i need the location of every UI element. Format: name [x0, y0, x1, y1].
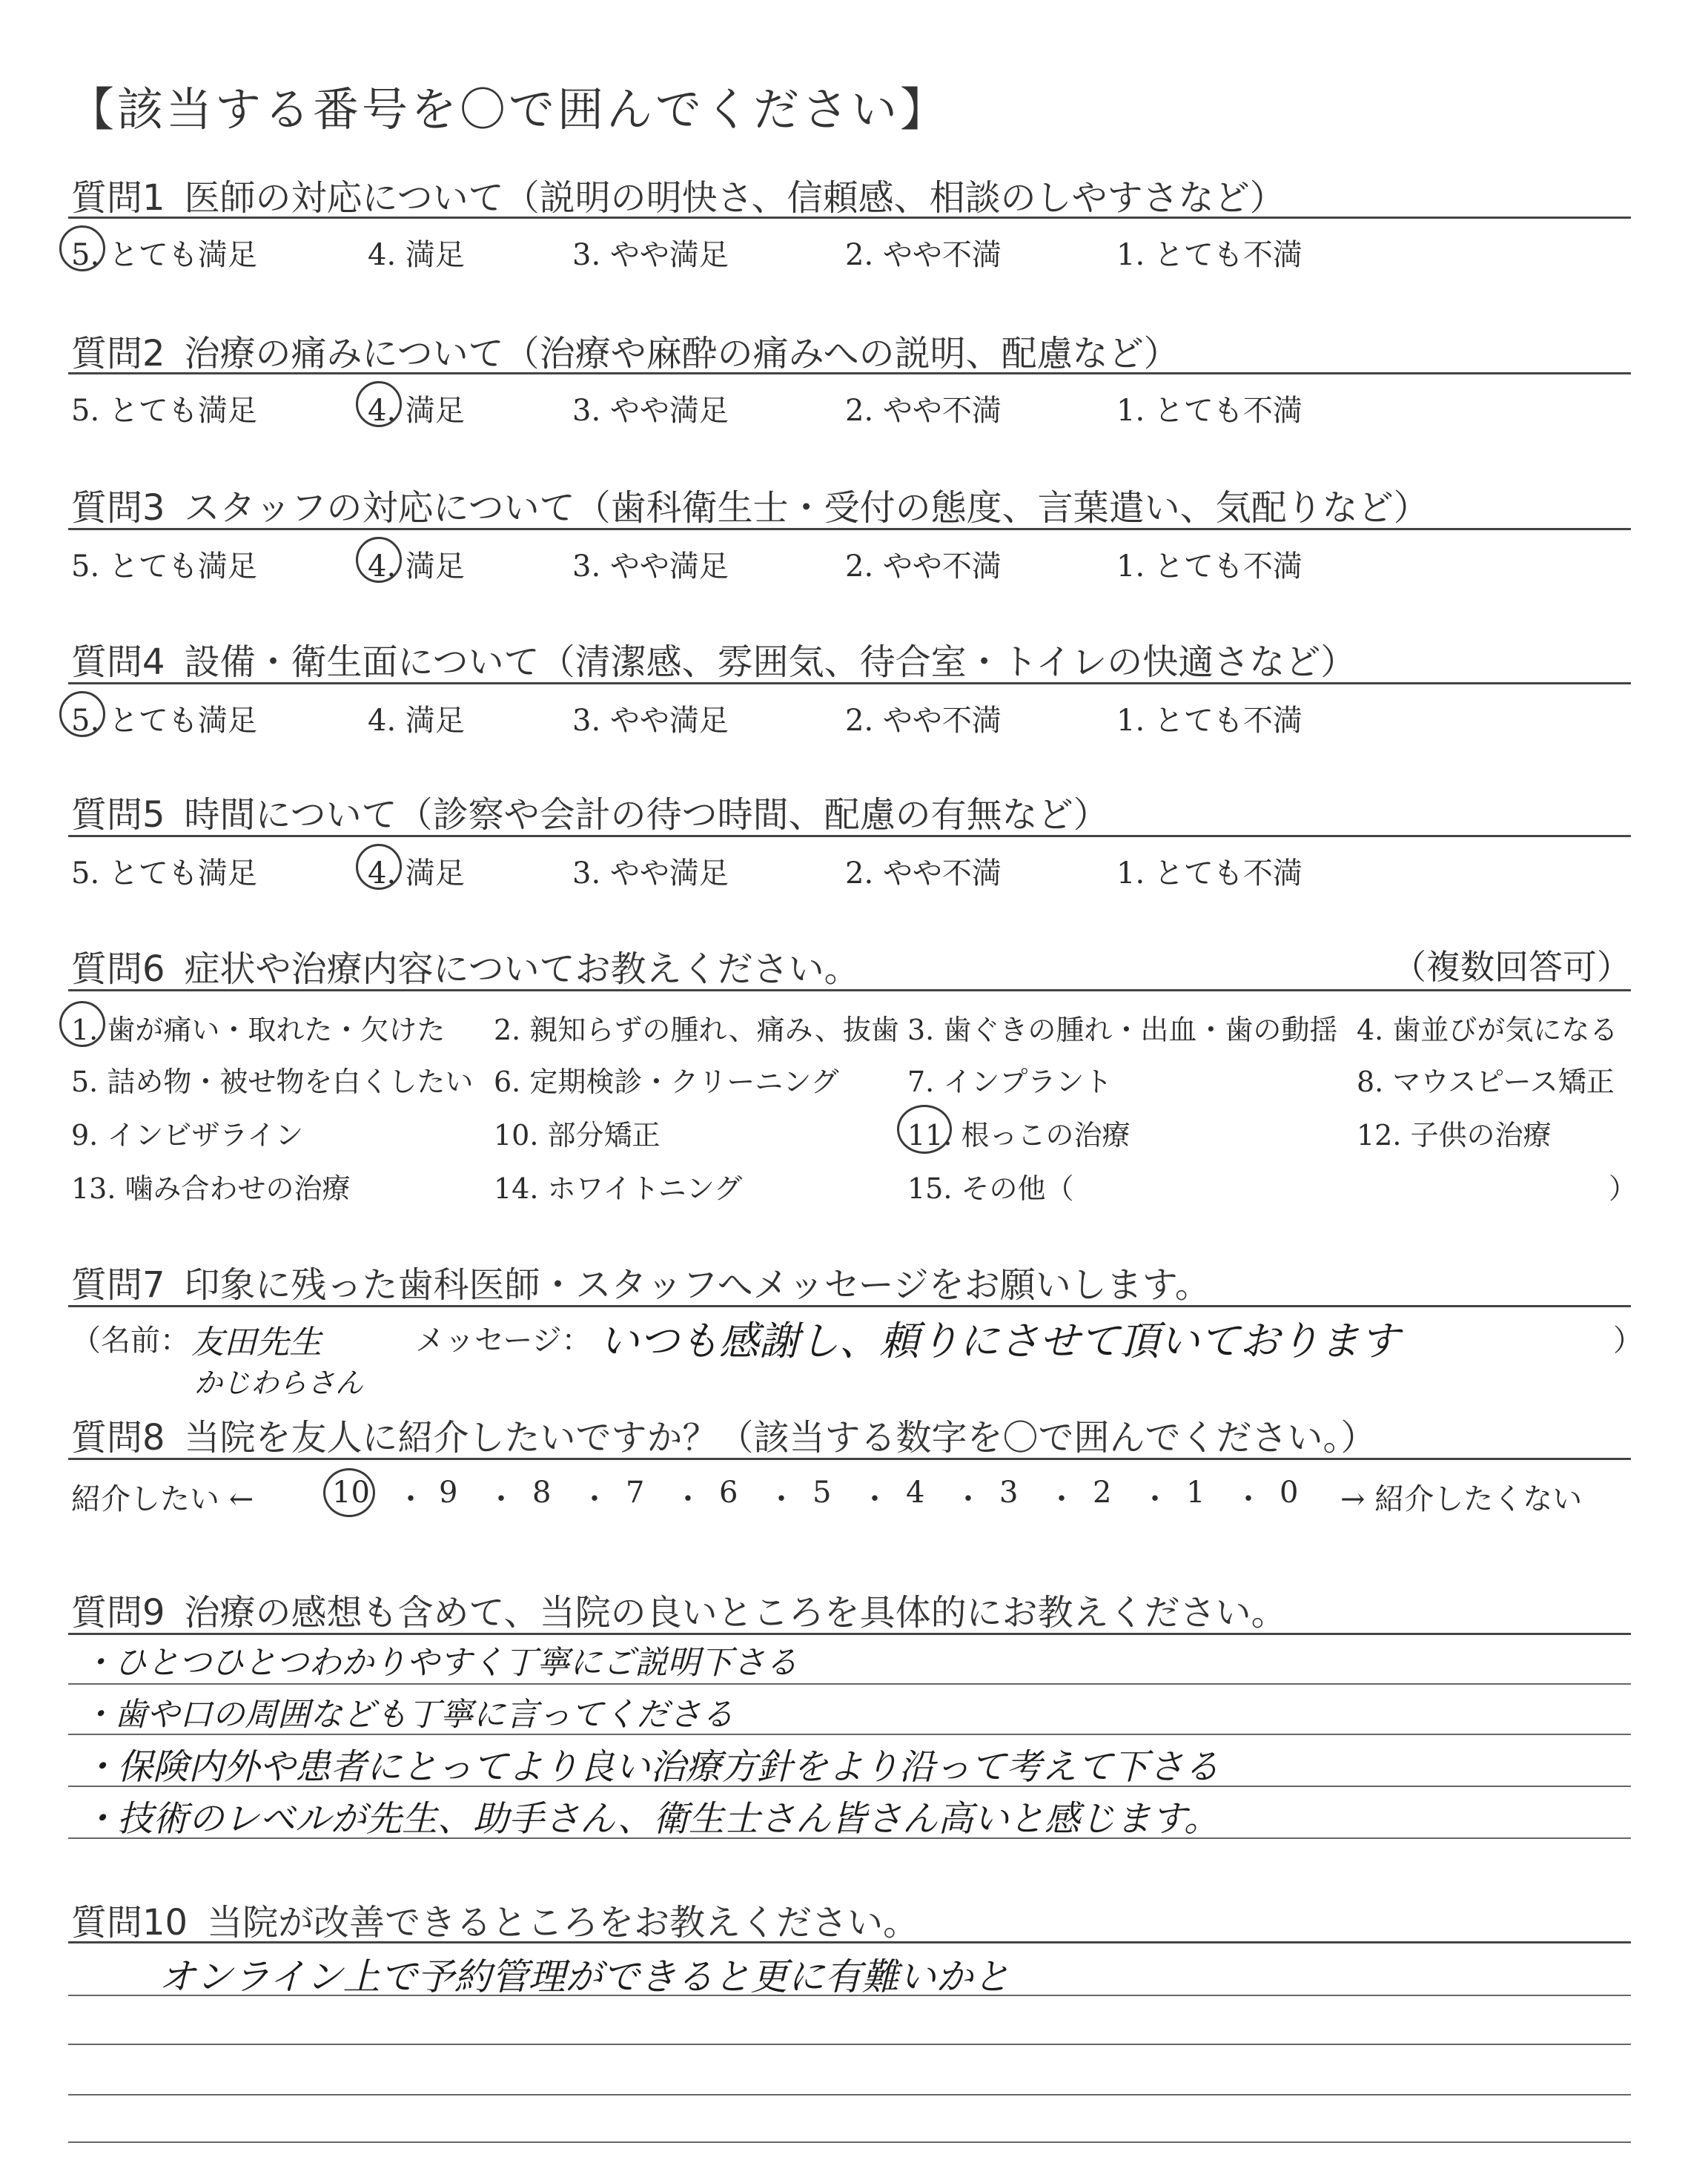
scale-2[interactable]: 2 [1093, 1476, 1112, 1510]
question-1 [71, 169, 1285, 220]
selection-circle [59, 225, 105, 271]
scale-right-label: → 紹介したくない [1340, 1482, 1583, 1516]
question-text: 治療の痛みについて（治療や麻酔の痛みへの説明、配慮など） [184, 333, 1179, 374]
question-2 [71, 325, 1179, 376]
option-1[interactable]: 1. とても不満 [1116, 549, 1302, 584]
option-10[interactable]: 10. 部分矯正 [494, 1119, 661, 1152]
option-1[interactable]: 1. とても不満 [1116, 394, 1302, 428]
question-text: 当院を友人に紹介したいですか？（該当する数字を〇で囲んでください。） [184, 1417, 1377, 1459]
divider [68, 217, 1631, 219]
scale-0[interactable]: 0 [1280, 1476, 1299, 1510]
option-14[interactable]: 14. ホワイトニング [494, 1172, 743, 1205]
question-text: 時間について（診察や会計の待つ時間、配慮の有無など） [184, 794, 1109, 836]
message-close: ） [1613, 1324, 1643, 1358]
question-number: 質問1 [71, 177, 165, 219]
message-handwritten[interactable]: いつも感謝し、頼りにさせて頂いております [599, 1318, 1400, 1364]
q2-options [71, 387, 1628, 432]
option-5[interactable]: 5. 詰め物・被せ物を白くしたい [71, 1066, 474, 1098]
option-13[interactable]: 13. 噛み合わせの治療 [71, 1172, 351, 1205]
scale-dot: ・ [486, 1482, 516, 1516]
recommend-scale: 紹介したい ← 10 ・ 9 ・ 8 ・ 7 ・ 6 ・ 5 ・ 4 ・ 3 ・ 2 ・ 1 ・ 0 → 紹介したくない [71, 1476, 1635, 1520]
question-number: 質問4 [71, 641, 165, 683]
option-5[interactable]: 5. とても満足 [71, 549, 257, 584]
divider [68, 372, 1631, 374]
scale-dot: ・ [580, 1482, 609, 1516]
scale-8[interactable]: 8 [532, 1476, 552, 1510]
option-1[interactable]: 1. とても不満 [1116, 238, 1302, 272]
selection-circle [356, 844, 402, 890]
option-6[interactable]: 6. 定期検診・クリーニング [494, 1066, 839, 1098]
divider [68, 1305, 1631, 1307]
option-7[interactable]: 7. インプラント [907, 1066, 1113, 1098]
question-10 [71, 1894, 918, 1945]
message-label: メッセージ： [415, 1324, 592, 1358]
option-3[interactable]: 3. やや満足 [572, 704, 729, 738]
question-number: 質問9 [71, 1592, 165, 1634]
option-2[interactable]: 2. やや不満 [845, 704, 1002, 738]
option-4[interactable]: 4. 歯並びが気になる [1357, 1014, 1618, 1046]
scale-dot: ・ [673, 1482, 703, 1516]
question-number: 質問10 [71, 1902, 188, 1943]
question-number: 質問6 [71, 948, 165, 990]
q4-options [71, 697, 1628, 742]
option-4[interactable]: 4. 満足 [368, 387, 465, 429]
divider [68, 528, 1631, 530]
scale-dot: ・ [860, 1482, 890, 1516]
option-2[interactable]: 2. やや不満 [845, 856, 1002, 891]
option-15-close: ） [1609, 1172, 1638, 1205]
selection-circle [897, 1105, 952, 1154]
scale-dot: ・ [1047, 1482, 1076, 1516]
option-3[interactable]: 3. 歯ぐきの腫れ・出血・歯の動揺 [907, 1014, 1338, 1046]
question-text: 治療の感想も含めて、当院の良いところを具体的にお教えください。 [184, 1592, 1287, 1634]
answer-rule [68, 1786, 1631, 1787]
improve-answer-1[interactable]: オンライン上で予約管理ができると更に有難いかと [159, 1955, 1010, 1998]
scale-dot: ・ [953, 1482, 983, 1516]
divider [68, 989, 1631, 991]
option-4[interactable]: 4. 満足 [368, 238, 465, 272]
option-2[interactable]: 2. やや不満 [845, 549, 1002, 584]
scale-1[interactable]: 1 [1186, 1476, 1205, 1510]
scale-7[interactable]: 7 [626, 1476, 645, 1510]
option-3[interactable]: 3. やや満足 [572, 238, 729, 272]
answer-line-4[interactable]: ・技術のレベルが先生、助手さん、衛生士さん皆さん高いと感じます。 [82, 1798, 1220, 1840]
scale-4[interactable]: 4 [906, 1476, 925, 1510]
option-5[interactable]: 5. とても満足 [71, 231, 257, 274]
option-5[interactable]: 5. とても満足 [71, 394, 257, 428]
q3-options [71, 543, 1628, 587]
option-4[interactable]: 4. 満足 [368, 543, 465, 585]
divider [68, 1941, 1631, 1943]
option-3[interactable]: 3. やや満足 [572, 856, 729, 891]
option-5[interactable]: 5. とても満足 [71, 697, 257, 739]
option-4[interactable]: 4. 満足 [368, 850, 465, 892]
scale-dot: ・ [1234, 1482, 1263, 1516]
name-label: （名前： [71, 1324, 190, 1358]
question-number: 質問5 [71, 794, 165, 836]
option-15[interactable]: 15. その他（ [907, 1172, 1074, 1205]
question-text: 設備・衛生面について（清潔感、雰囲気、待合室・トイレの快適さなど） [184, 641, 1357, 683]
divider [68, 1633, 1631, 1635]
question-text: 症状や治療内容についてお教えください。 [184, 948, 860, 990]
divider [68, 835, 1631, 837]
question-number: 質問7 [71, 1264, 165, 1306]
divider [68, 682, 1631, 684]
option-5[interactable]: 5. とても満足 [71, 856, 257, 891]
question-text: スタッフの対応について（歯科衛生士・受付の態度、言葉遣い、気配りなど） [184, 487, 1429, 529]
option-2[interactable]: 2. やや不満 [845, 394, 1002, 428]
question-number: 質問8 [71, 1417, 165, 1459]
multiple-answer-note: （複数回答可） [1392, 947, 1631, 987]
option-1[interactable]: 1. とても不満 [1116, 856, 1302, 891]
answer-rule [68, 1734, 1631, 1735]
question-5 [71, 786, 1109, 837]
selection-circle [59, 691, 105, 737]
question-text: 印象に残った歯科医師・スタッフへメッセージをお願いします。 [184, 1264, 1211, 1306]
question-6 [71, 940, 860, 991]
selection-circle [356, 537, 402, 583]
answer-rule [68, 2141, 1631, 2143]
option-12[interactable]: 12. 子供の治療 [1357, 1119, 1552, 1152]
answer-rule [68, 2044, 1631, 2045]
q5-options [71, 850, 1628, 894]
scale-dot: ・ [396, 1482, 426, 1516]
answer-rule [68, 1995, 1631, 1996]
question-number: 質問2 [71, 333, 165, 374]
answer-line-1[interactable]: ・ひとつひとつわかりやすく丁寧にご説明下さる [82, 1644, 798, 1682]
answer-rule [68, 1837, 1631, 1839]
name-handwritten-2[interactable]: かじわらさん [194, 1367, 364, 1399]
question-7 [71, 1256, 1211, 1307]
question-4 [71, 633, 1356, 684]
scale-left-label: 紹介したい ← [71, 1482, 254, 1516]
option-11[interactable]: 11. 根っこの治療 [907, 1112, 1131, 1153]
option-8[interactable]: 8. マウスピース矯正 [1357, 1066, 1615, 1098]
selection-circle [59, 1001, 105, 1047]
option-1[interactable]: 1. とても不満 [1116, 704, 1302, 738]
option-4[interactable]: 4. 満足 [368, 704, 465, 738]
question-text: 医師の対応について（説明の明快さ、信頼感、相談のしやすさなど） [184, 177, 1285, 219]
scale-6[interactable]: 6 [719, 1476, 738, 1510]
option-3[interactable]: 3. やや満足 [572, 549, 729, 584]
selection-circle [356, 381, 402, 427]
q1-options [71, 231, 1628, 276]
scale-5[interactable]: 5 [812, 1476, 832, 1510]
option-1[interactable]: 1. 歯が痛い・取れた・欠けた [71, 1007, 445, 1048]
answer-rule [68, 1683, 1631, 1685]
question-text: 当院が改善できるところをお教えください。 [207, 1902, 919, 1943]
option-2[interactable]: 2. やや不満 [845, 238, 1002, 272]
scale-9[interactable]: 9 [439, 1476, 458, 1510]
divider [68, 1458, 1631, 1460]
scale-3[interactable]: 3 [999, 1476, 1019, 1510]
answer-line-2[interactable]: ・歯や口の周囲なども丁寧に言ってくださる [82, 1696, 734, 1734]
option-9[interactable]: 9. インビザライン [71, 1119, 304, 1152]
question-9 [71, 1584, 1287, 1635]
question-3 [71, 479, 1429, 530]
answer-rule [68, 2094, 1631, 2095]
name-handwritten[interactable]: 友田先生 [191, 1324, 322, 1361]
option-2[interactable]: 2. 親知らずの腫れ、痛み、抜歯 [494, 1014, 899, 1046]
form-title: 【該当する番号を〇で囲んでください】 [68, 82, 950, 136]
scale-dot: ・ [1140, 1482, 1170, 1516]
question-8 [71, 1409, 1377, 1460]
scale-dot: ・ [767, 1482, 796, 1516]
option-3[interactable]: 3. やや満足 [572, 394, 729, 428]
answer-line-3[interactable]: ・保険内外や患者にとってより良い治療方針をより沿って考えて下さる [82, 1746, 1220, 1788]
question-number: 質問3 [71, 487, 165, 529]
